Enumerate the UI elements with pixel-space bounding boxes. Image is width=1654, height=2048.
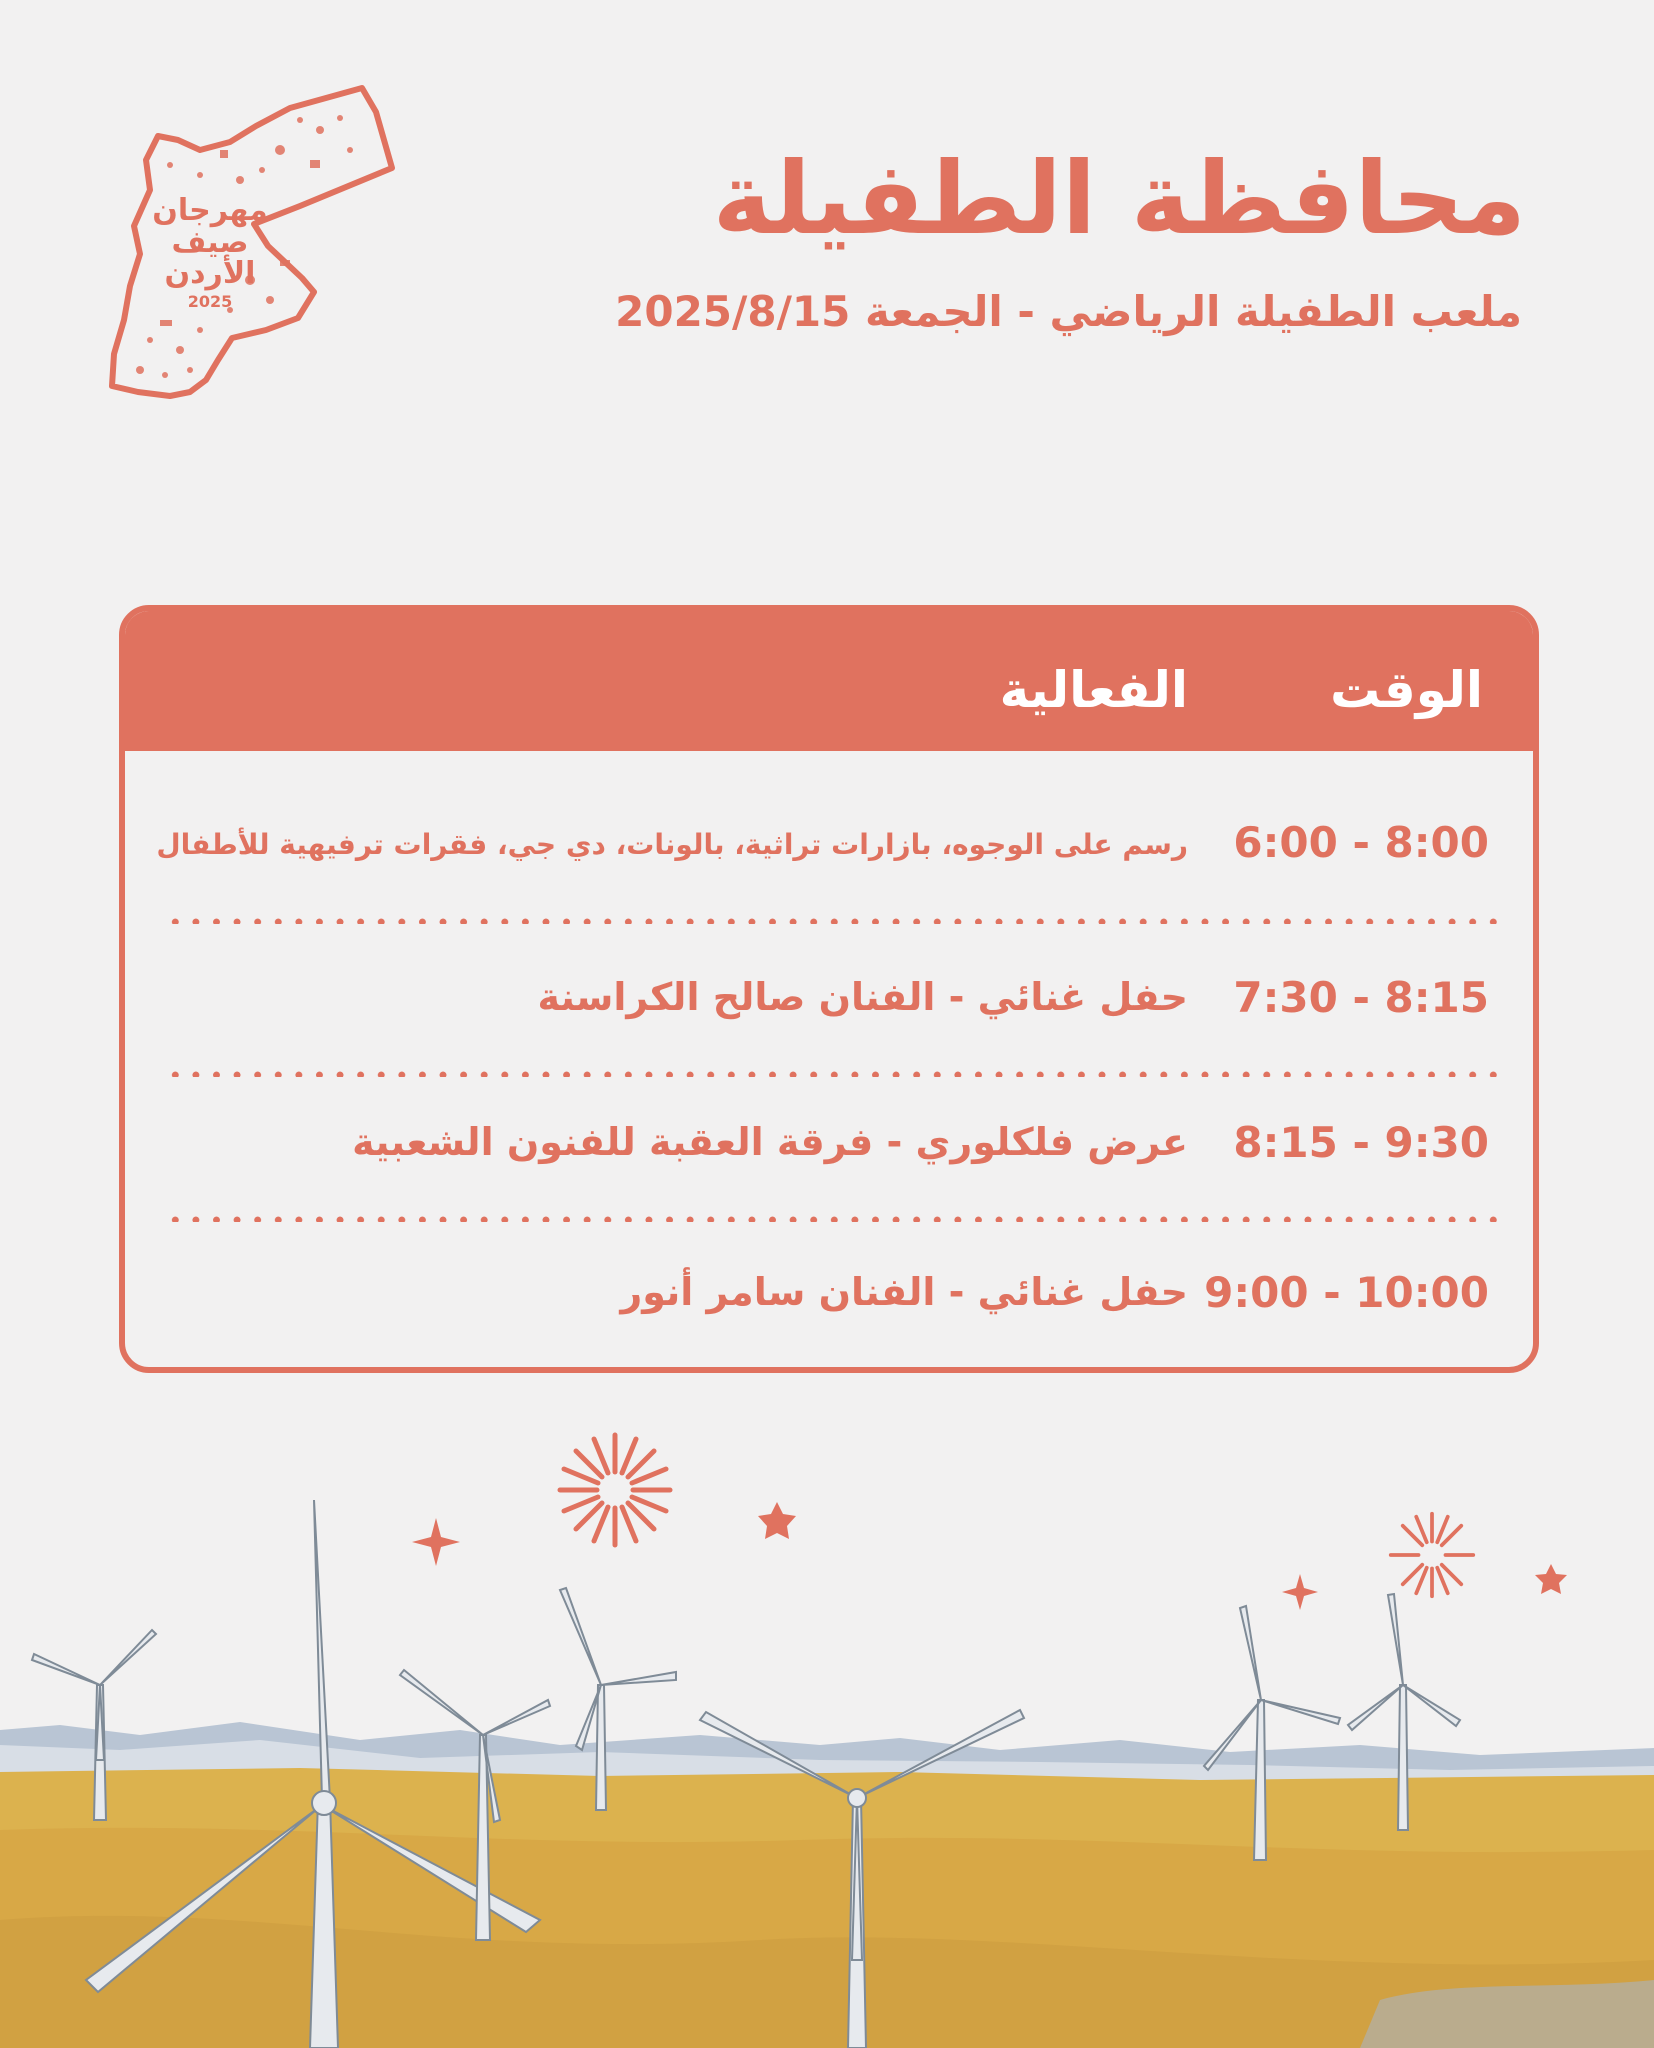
table-header <box>125 611 1533 751</box>
row-divider <box>165 1071 1507 1077</box>
table-row <box>125 818 1533 878</box>
row-event: حفل غنائي - الفنان سامر أنور <box>620 1270 1188 1314</box>
table-row <box>125 1268 1533 1328</box>
page-subtitle: ملعب الطفيلة الرياضي - الجمعة 2025/8/15 <box>615 287 1522 336</box>
column-header-event: الفعالية <box>999 661 1188 719</box>
row-event: رسم على الوجوه، بازارات تراثية، بالونات، دي جي، فقرات ترفيهية للأطفال <box>156 828 1188 861</box>
wind-farm-illustration <box>0 1400 1654 2048</box>
row-event: عرض فلكلوري - فرقة العقبة للفنون الشعبية <box>352 1120 1188 1164</box>
logo-year: 2025 <box>187 291 233 311</box>
logo-line-3: الأردن <box>164 256 256 291</box>
table-row <box>125 973 1533 1033</box>
row-divider <box>165 918 1507 924</box>
festival-logo <box>0 0 420 420</box>
logo-line-1: مهرجان <box>152 193 268 228</box>
row-time: 7:30 - 8:15 <box>1233 973 1489 1022</box>
logo-line-2: صيف <box>171 224 249 260</box>
row-divider <box>165 1216 1507 1222</box>
row-time: 6:00 - 8:00 <box>1233 818 1489 867</box>
row-time: 8:15 - 9:30 <box>1233 1118 1489 1167</box>
logo-text <box>150 195 270 310</box>
row-event: حفل غنائي - الفنان صالح الكراسنة <box>537 975 1188 1019</box>
schedule-table <box>119 605 1539 1373</box>
table-row <box>125 1118 1533 1178</box>
column-header-time: الوقت <box>1330 661 1483 719</box>
row-time: 9:00 - 10:00 <box>1204 1268 1489 1317</box>
firework-icon <box>560 1435 1473 1596</box>
page-title: محافظة الطفيلة <box>712 140 1526 257</box>
